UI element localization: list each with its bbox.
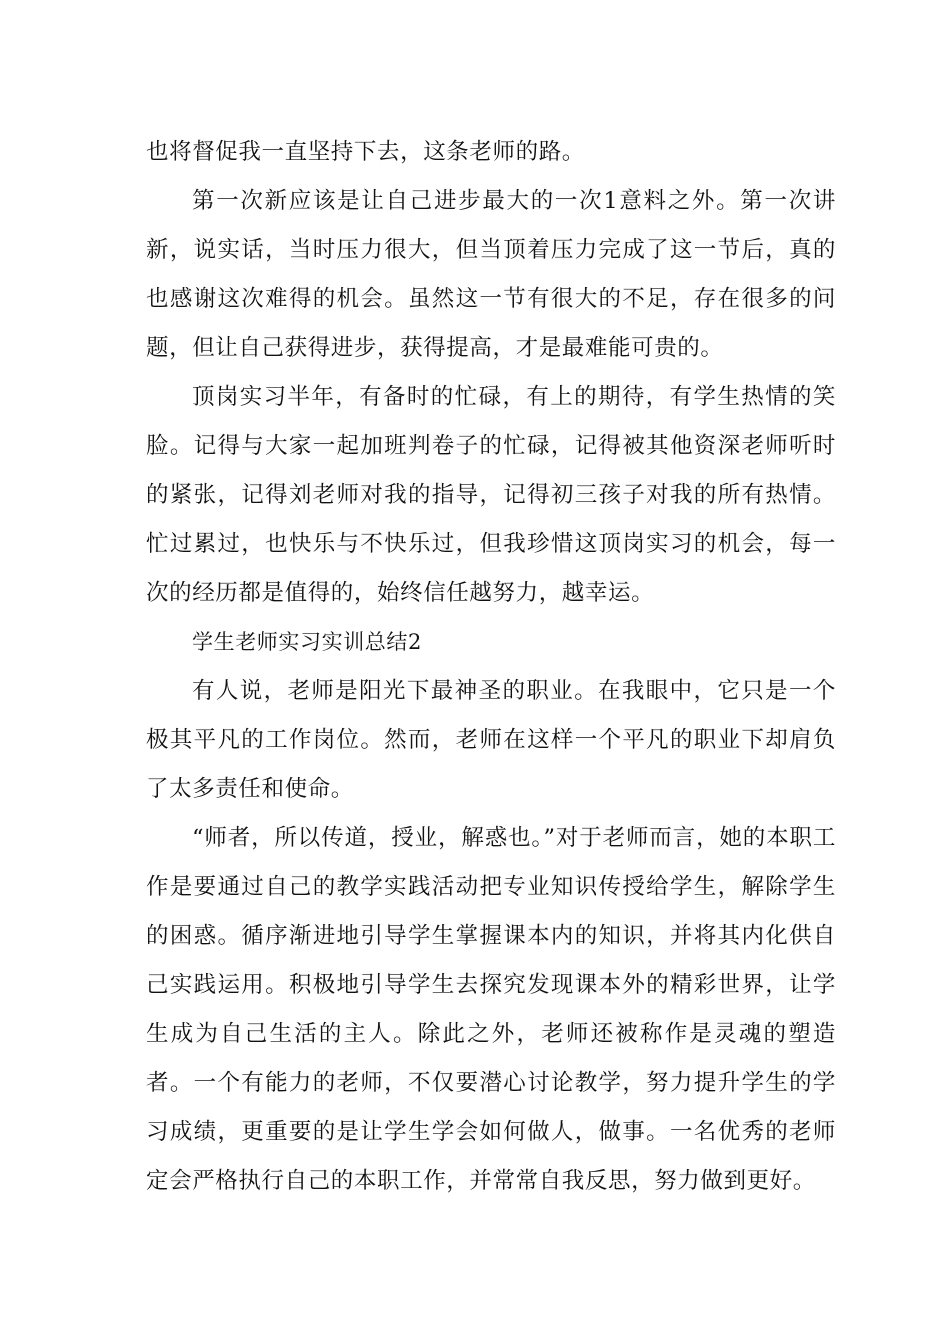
paragraph-teacher-duty: “师者，所以传道，授业，解惑也。”对于老师而言，她的本职工作是要通过自己的教学实践活动把专业知识传授给学生，解除学生的困惑。循序渐进地引导学生掌握课本内的知识，并将其内化供自己实践运用。积极地引导学生去探究发现课本外的精彩世界，让学生成为自己生活的主人。除此之外，老师还被称作是灵魂的塑造者。一个有能力的老师，不仅要潜心讨论教学，努力提升学生的学习成绩，更重要的是让学生学会如何做人，做事。一名优秀的老师定会严格执行自己的本职工作，并常常自我反思，努力做到更好。: [146, 825, 836, 1194]
paragraph-first-lecture: 第一次新应该是让自己进步最大的一次1意料之外。第一次讲新，说实话，当时压力很大，但当顶着压力完成了这一节后，真的也感谢这次难得的机会。虽然这一节有很大的不足，存在很多的问题，但让自己获得进步，获得提高，才是最难能可贵的。: [146, 188, 836, 361]
paragraph-noble-profession: 有人说，老师是阳光下最神圣的职业。在我眼中，它只是一个极其平凡的工作岗位。然而，老师在这样一个平凡的职业下却肩负了太多责任和使命。: [146, 678, 836, 802]
section-heading: 学生老师实习实训总结2: [192, 630, 422, 654]
document-body: [146, 128, 836, 1206]
paragraph-continuation: 也将督促我一直坚持下去，这条老师的路。: [146, 139, 585, 165]
paragraph-internship-half-year: 顶岗实习半年，有备时的忙碌，有上的期待，有学生热情的笑脸。记得与大家一起加班判卷子的忙碌，记得被其他资深老师听时的紧张，记得刘老师对我的指导，记得初三孩子对我的所有热情。忙过累过，也快乐与不快乐过，但我珍惜这顶岗实习的机会，每一次的经历都是值得的，始终信任越努力，越幸运。: [146, 384, 836, 606]
